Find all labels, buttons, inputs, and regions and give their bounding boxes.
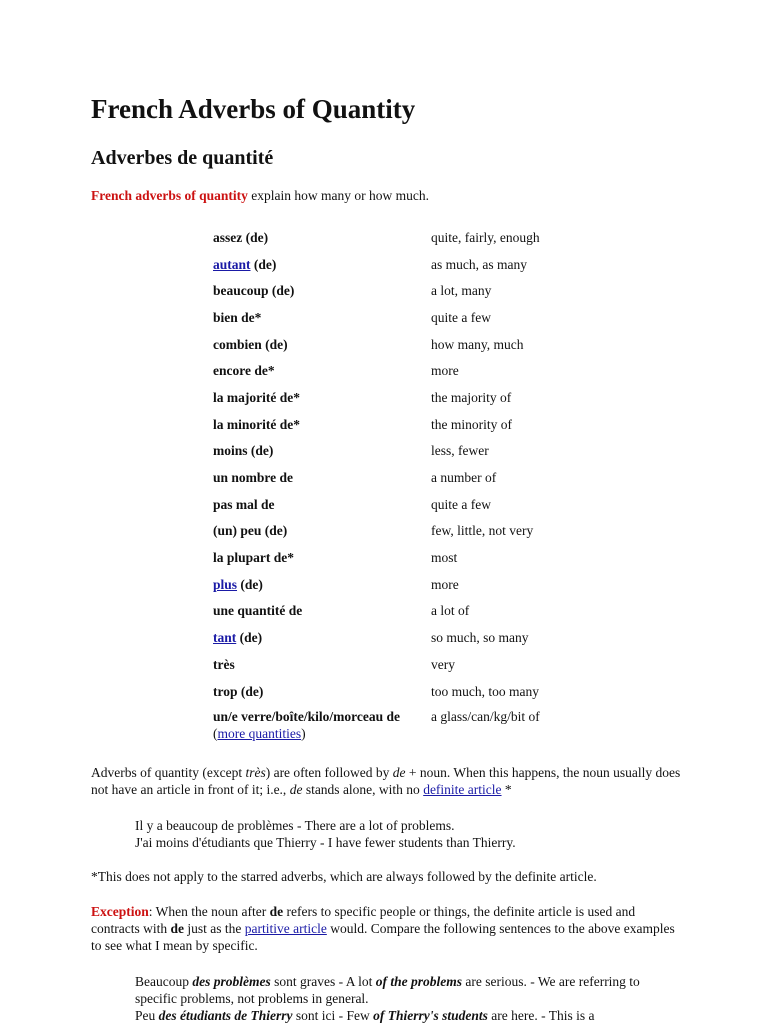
- vocab-french: [213, 518, 431, 545]
- example-line-1: Il y a beaucoup de problèmes - There are a lot of problems.: [135, 818, 455, 833]
- vocab-english: a glass/can/kg/bit of: [431, 709, 540, 725]
- vocab-table: [213, 224, 631, 742]
- spec2-bold-2: of Thierry's students: [373, 1008, 488, 1023]
- footnote-paragraph: *This does not apply to the starred adverbs, which are always followed by the definite article.: [91, 869, 597, 884]
- exception-bold-1: de: [269, 904, 284, 919]
- vocab-french: [213, 411, 431, 438]
- examples-block: [91, 817, 681, 851]
- vocab-english: quite, fairly, enough: [431, 229, 540, 245]
- spec1-text-3: are serious. - We are referring to specific problems, not problems in general.: [135, 974, 640, 1006]
- intro-text: explain how many or how much.: [247, 188, 429, 203]
- vocab-english: the majority of: [431, 389, 512, 405]
- vocab-french: [213, 464, 431, 491]
- vocab-french-text: assez (de): [213, 229, 269, 245]
- vocab-link-autant[interactable]: autant: [213, 256, 251, 272]
- vocab-row: [213, 651, 631, 678]
- vocab-french-text: la majorité de*: [213, 389, 300, 405]
- para1-italic-1: très: [245, 765, 266, 780]
- document-page: [91, 92, 691, 1023]
- vocab-row: [213, 491, 631, 518]
- definite-article-link[interactable]: definite article: [423, 782, 502, 797]
- vocab-french-text: un nombre de: [213, 470, 294, 486]
- paragraph-article: [91, 764, 681, 798]
- vocab-english: too much, too many: [431, 683, 539, 699]
- vocab-french: [213, 491, 431, 518]
- vocab-french-text: (de): [236, 630, 263, 646]
- vocab-french-text: bien de*: [213, 309, 262, 325]
- vocab-english: a lot of: [431, 603, 470, 619]
- vocab-row: [213, 224, 631, 251]
- vocab-french-text: combien (de): [213, 336, 288, 352]
- vocab-french: [213, 571, 431, 598]
- spec2-bold-1: des étudiants de Thierry: [158, 1008, 293, 1023]
- para1-text-1: Adverbs of quantity (except: [91, 765, 246, 780]
- para1-text-2: ) are often followed by: [265, 765, 393, 780]
- exception-paragraph: [91, 903, 681, 954]
- vocab-link-tant[interactable]: tant: [213, 630, 237, 646]
- vocab-row: [213, 464, 631, 491]
- vocab-english: less, fewer: [431, 443, 489, 459]
- vocab-link-plus[interactable]: plus: [213, 576, 238, 592]
- vocab-french-text: la plupart de*: [213, 550, 295, 566]
- vocab-row: [213, 571, 631, 598]
- vocab-english: most: [431, 550, 458, 566]
- vocab-row: [213, 357, 631, 384]
- exception-text-2: refers to specific people or things, the definite article is used and contracts with: [91, 904, 636, 936]
- para1-italic-2: de: [392, 765, 406, 780]
- vocab-french-text: trop (de): [213, 683, 264, 699]
- vocab-row: [213, 331, 631, 358]
- vocab-row: [213, 411, 631, 438]
- vocab-row: [213, 624, 631, 651]
- vocab-row: [213, 518, 631, 545]
- vocab-french-text: un/e verre/boîte/kilo/morceau de: [213, 709, 400, 725]
- vocab-english: quite a few: [431, 496, 491, 512]
- more-quantities-wrap: (more quantities): [213, 726, 306, 742]
- vocab-row: [213, 384, 631, 411]
- vocab-french: [213, 651, 431, 678]
- vocab-french-text: pas mal de: [213, 496, 275, 512]
- spec1-bold-2: of the problems: [375, 974, 462, 989]
- exception-text-1: : When the noun after: [148, 904, 270, 919]
- vocab-french-text: (un) peu (de): [213, 523, 288, 539]
- vocab-row: [213, 544, 631, 571]
- vocab-french: [213, 624, 431, 651]
- vocab-english: more: [431, 576, 459, 592]
- intro-highlight: French adverbs of quantity: [91, 188, 248, 203]
- vocab-french: [213, 704, 431, 742]
- partitive-article-link[interactable]: partitive article: [244, 921, 327, 936]
- vocab-french: [213, 438, 431, 465]
- vocab-row: [213, 678, 631, 705]
- spec1-bold-1: des problèmes: [192, 974, 271, 989]
- page-subtitle: Adverbes de quantité: [91, 147, 274, 169]
- vocab-french: [213, 304, 431, 331]
- vocab-english: how many, much: [431, 336, 524, 352]
- vocab-english: the minority of: [431, 416, 512, 432]
- vocab-french: [213, 598, 431, 625]
- vocab-english: quite a few: [431, 309, 491, 325]
- vocab-english: a lot, many: [431, 283, 492, 299]
- vocab-french: [213, 384, 431, 411]
- spec2-text-3: are here. - This is a: [487, 1008, 595, 1023]
- vocab-english: very: [431, 656, 455, 672]
- vocab-english: as much, as many: [431, 256, 527, 272]
- vocab-french-text: très: [213, 656, 235, 672]
- specific-example-1: [135, 973, 681, 1007]
- vocab-french-text: moins (de): [213, 443, 274, 459]
- spec2-text-1: Peu: [135, 1008, 159, 1023]
- specific-examples-block: [91, 973, 681, 1024]
- vocab-french: [213, 678, 431, 705]
- exception-label: Exception: [91, 904, 149, 919]
- exception-bold-2: de: [170, 921, 184, 936]
- vocab-row: [213, 251, 631, 278]
- vocab-french-text: beaucoup (de): [213, 283, 295, 299]
- intro-paragraph: [91, 187, 681, 204]
- vocab-english: so much, so many: [431, 630, 529, 646]
- spec1-text-2: sont graves - A lot: [270, 974, 376, 989]
- vocab-english: a number of: [431, 470, 497, 486]
- vocab-row: [213, 598, 631, 625]
- vocab-row: [213, 277, 631, 304]
- vocab-french: [213, 357, 431, 384]
- para1-text-3: + noun. When this happens, the noun usually does not have an article in front of it; i.e.,: [91, 765, 681, 797]
- vocab-french-text: la minorité de*: [213, 416, 300, 432]
- para1-italic-3: de: [289, 782, 303, 797]
- vocab-french: [213, 251, 431, 278]
- page-title: French Adverbs of Quantity: [91, 94, 416, 124]
- spec2-text-2: sont ici - Few: [292, 1008, 374, 1023]
- vocab-french-text: (de): [237, 576, 263, 592]
- vocab-row: [213, 438, 631, 465]
- exception-text-4: would. Compare the following sentences to the above examples to see what I mean by specific.: [91, 921, 675, 953]
- vocab-french: [213, 224, 431, 251]
- example-line-2: J'ai moins d'étudiants que Thierry - I have fewer students than Thierry.: [135, 835, 516, 850]
- spec1-text-1: Beaucoup: [135, 974, 193, 989]
- vocab-row: [213, 704, 631, 742]
- more-quantities-link[interactable]: more quantities: [217, 726, 302, 742]
- exception-text-3: just as the: [183, 921, 245, 936]
- vocab-french-text: (de): [250, 256, 277, 272]
- vocab-english: more: [431, 363, 459, 379]
- vocab-english: few, little, not very: [431, 523, 534, 539]
- specific-example-2: [135, 1007, 681, 1024]
- vocab-french-text: encore de*: [213, 363, 275, 379]
- vocab-row: [213, 304, 631, 331]
- vocab-french-text: une quantité de: [213, 603, 303, 619]
- para1-text-5: *: [501, 782, 512, 797]
- vocab-french: [213, 331, 431, 358]
- vocab-french: [213, 277, 431, 304]
- para1-text-4: stands alone, with no: [302, 782, 424, 797]
- vocab-french: [213, 544, 431, 571]
